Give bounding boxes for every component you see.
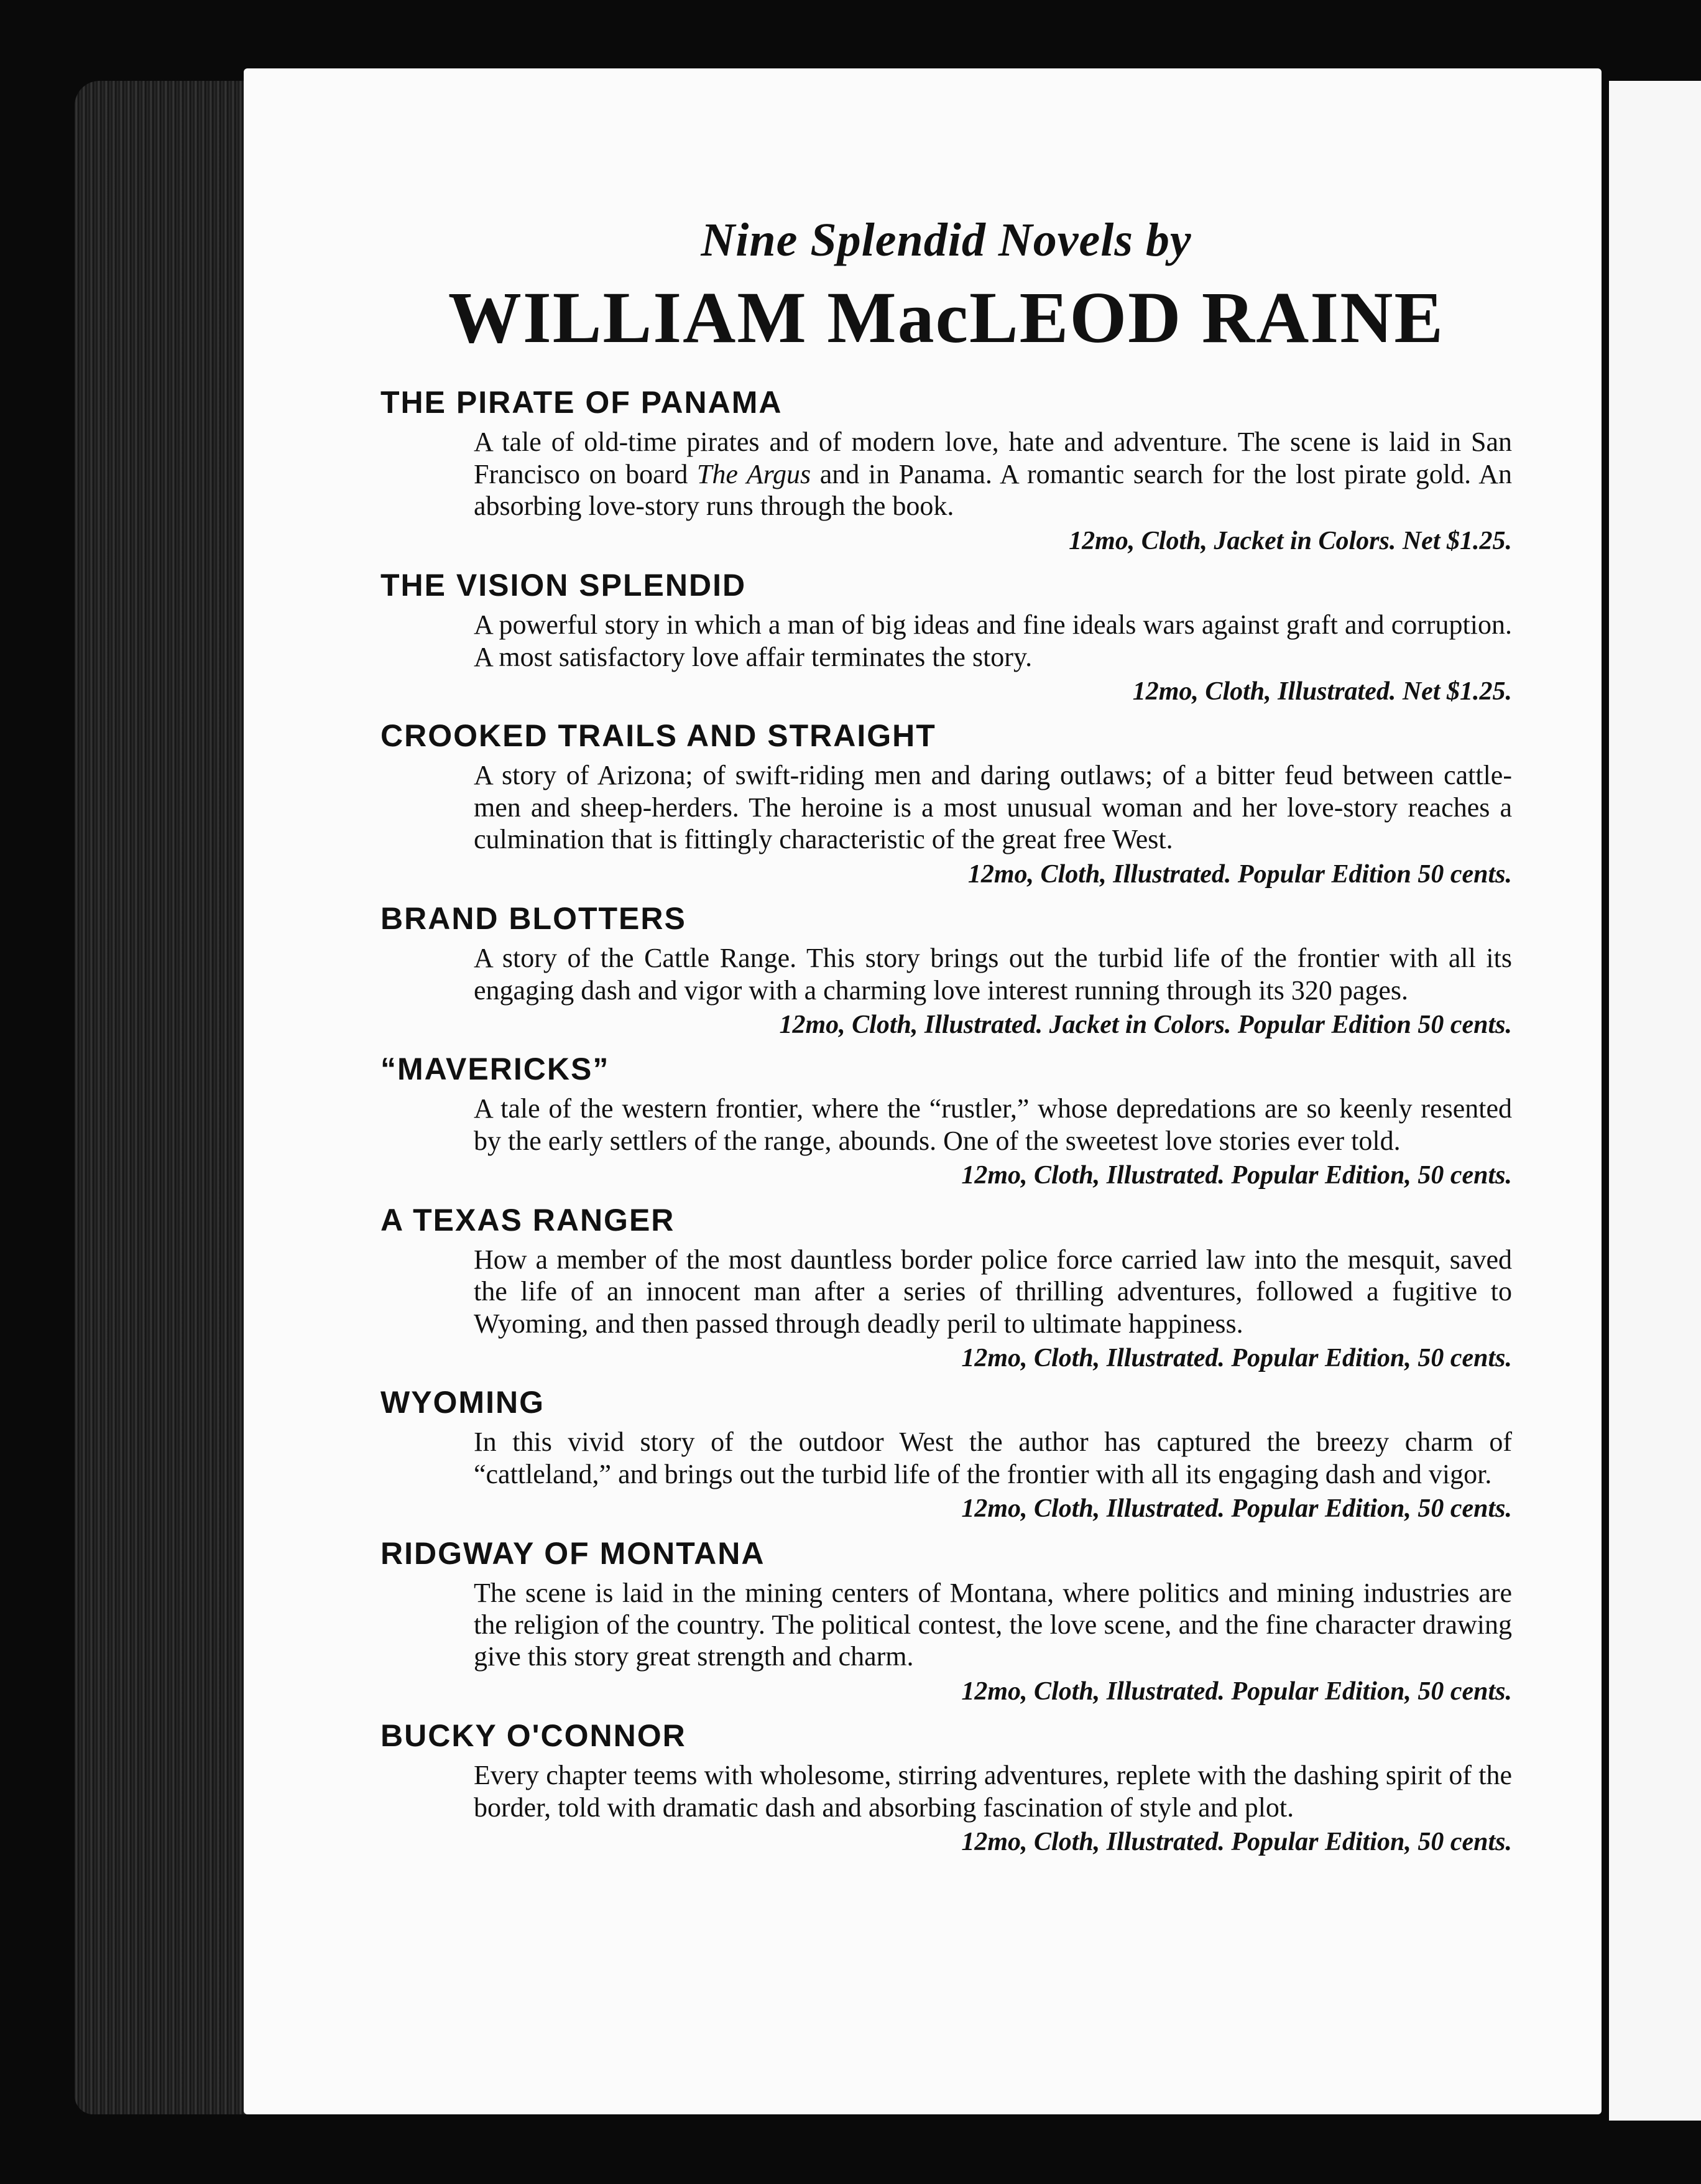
book-entry <box>380 1537 1512 1707</box>
book-description: A powerful story in which a man of big ideas and fine ideals wars against graft and corruption. A most satisfactory love affair terminates the story. <box>474 609 1512 672</box>
book-description: A story of Arizona; of swift-riding men and daring outlaws; of a bitter feud between cattle-men and sheep-herders. The heroine is a most unusual woman and her love-story reaches a culmination that is fittingly characteristic of the great free West. <box>474 760 1512 855</box>
book-title: RIDGWAY OF MONTANA <box>380 1535 765 1571</box>
book-entry <box>380 386 1512 556</box>
book-edition-price: 12mo, Cloth, Illustrated. Popular Edition, 50 cents. <box>961 1344 1512 1372</box>
book-edition-price: 12mo, Cloth, Illustrated. Popular Edition 50 cents. <box>967 859 1512 889</box>
book-title: BRAND BLOTTERS <box>380 901 686 937</box>
page-gutter <box>1602 68 1609 2121</box>
book-description: A tale of old-time pirates and of modern love, hate and adventure. The scene is laid in San Francisco on board The Argus and in Panama. A romantic search for the lost pirate gold. An absorbing love-story runs through the book. <box>474 427 1512 522</box>
book-title: CROOKED TRAILS AND STRAIGHT <box>380 718 936 754</box>
book-title: A TEXAS RANGER <box>380 1202 675 1238</box>
book-entry <box>380 1203 1512 1374</box>
book-title: THE PIRATE OF PANAMA <box>380 385 783 420</box>
book-page-edges <box>75 81 249 2114</box>
book-entry <box>380 1386 1512 1524</box>
book-entry <box>380 902 1512 1040</box>
book-description: A tale of the western frontier, where the “rustler,” whose depredations are so keenly resented by the early settlers of the range, abounds. One of the sweetest love stories ever told. <box>474 1093 1512 1156</box>
book-description: Every chapter teems with wholesome, stirring adventures, replete with the dashing spirit of the border, told with dramatic dash and absorbing fascination of style and plot. <box>474 1760 1512 1823</box>
book-entry <box>380 719 1512 889</box>
book-edition-price: 12mo, Cloth, Illustrated. Popular Edition, 50 cents. <box>961 1494 1512 1524</box>
book-entry <box>380 1719 1512 1857</box>
book-title: BUCKY O'CONNOR <box>380 1718 686 1754</box>
ad-subtitle: Nine Splendid Novels by <box>701 214 1192 266</box>
advertisement-content <box>380 215 1512 1869</box>
facing-page-edge <box>1609 81 1701 2121</box>
book-title: THE VISION SPLENDID <box>380 568 747 603</box>
book-edition-price: 12mo, Cloth, Illustrated. Popular Edition, 50 cents. <box>961 1677 1512 1706</box>
book-description: How a member of the most dauntless border police force carried law into the mesquit, saved the life of an innocent man after a series of thrilling adventures, followed a fugitive to Wyoming, and then passed through deadly peril to ultimate happiness. <box>474 1244 1512 1339</box>
book-description: The scene is laid in the mining centers of Montana, where politics and mining industries are the religion of the country. The political contest, the love scene, and the fine character drawing give this story great strength and charm. <box>474 1577 1512 1672</box>
book-entry <box>380 568 1512 706</box>
author-name: WILLIAM MacLEOD RAINE <box>448 276 1445 358</box>
book-edition-price: 12mo, Cloth, Illustrated. Popular Edition, 50 cents. <box>961 1161 1512 1190</box>
book-description: A story of the Cattle Range. This story brings out the turbid life of the frontier with all its engaging dash and vigor with a charming love interest running through its 320 pages. <box>474 943 1512 1006</box>
book-description: In this vivid story of the outdoor West the author has captured the breezy charm of “cattleland,” and brings out the turbid life of the frontier with all its engaging dash and vigor. <box>474 1427 1512 1489</box>
book-edition-price: 12mo, Cloth, Jacket in Colors. Net $1.25. <box>1069 526 1512 555</box>
book-title: “MAVERICKS” <box>380 1052 610 1087</box>
book-edition-price: 12mo, Cloth, Illustrated. Jacket in Colors. Popular Edition 50 cents. <box>779 1011 1512 1040</box>
book-entry <box>380 1052 1512 1190</box>
book-edition-price: 12mo, Cloth, Illustrated. Popular Edition, 50 cents. <box>961 1828 1512 1857</box>
book-page <box>244 68 1602 2114</box>
book-title: WYOMING <box>380 1385 545 1420</box>
book-edition-price: 12mo, Cloth, Illustrated. Net $1.25. <box>1132 677 1512 706</box>
